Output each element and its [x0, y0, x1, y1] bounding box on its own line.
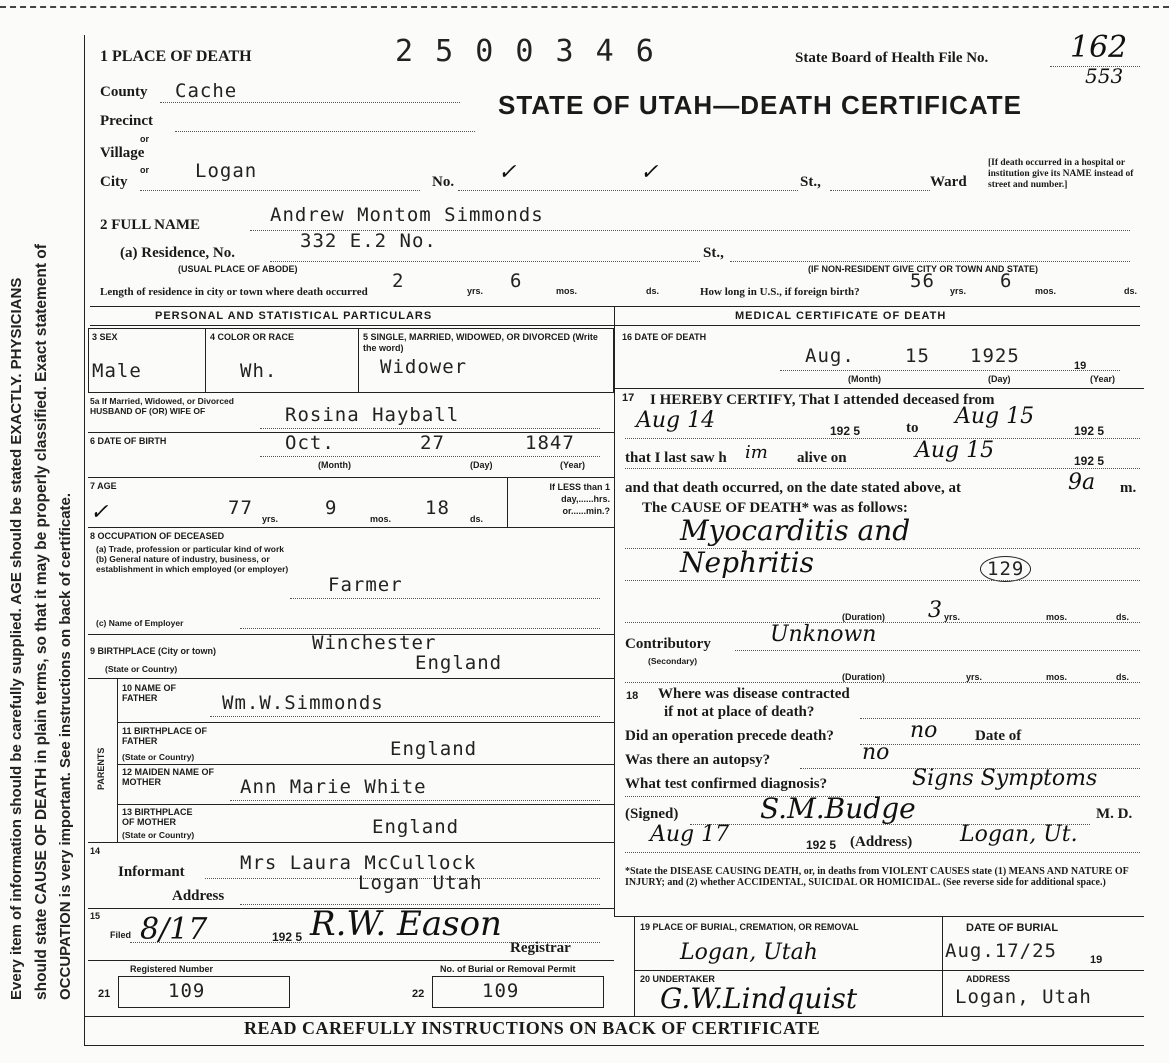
signed-address-label: (Address): [850, 834, 913, 850]
duration-ds-unit-2: ds.: [1116, 672, 1130, 682]
street-no-check: ✓: [498, 160, 517, 185]
dob-line: [260, 456, 600, 457]
section-top-line: [90, 306, 1140, 307]
mother-row-top: [117, 764, 614, 765]
death-year-prefix: 19: [1074, 360, 1087, 372]
age-ds-unit: ds.: [470, 514, 484, 524]
death-year: 1925: [970, 345, 1020, 367]
less-than-day-label: If LESS than 1 day,......hrs. or......min.?: [549, 482, 610, 516]
county-value: Cache: [175, 80, 238, 102]
last-saw-year: 192 5: [1074, 454, 1105, 468]
q18-line-b: if not at place of death?: [664, 704, 815, 720]
registrar-label: Registrar: [510, 940, 571, 956]
filed-date: 8/17: [140, 912, 208, 947]
attended-line: [625, 438, 1140, 439]
date-of-death-label: 16 DATE OF DEATH: [622, 332, 707, 342]
operation-line: [860, 744, 1140, 745]
file-number-label: State Board of Health File No.: [795, 50, 989, 66]
residence-st-line: [730, 261, 1130, 262]
burial-permit-index: 22: [412, 988, 425, 1000]
age-row-top: [88, 477, 614, 478]
usual-place-caption: (USUAL PLACE OF ABODE): [178, 264, 298, 274]
burial-place-value: Logan, Utah: [680, 940, 818, 965]
column-divider: [614, 306, 615, 916]
dob-day: 27: [420, 432, 445, 454]
test-label: What test confirmed diagnosis?: [625, 776, 828, 792]
cause-footnote: *State the DISEASE CAUSING DEATH, or, in deaths from VIOLENT CAUSES state (1) MEANS AND NATURE OF INJURY; and (2) whether ACCIDENTAL, SUICIDAL OR HOMICIDAL. (See reverse side for additional space.): [625, 866, 1129, 888]
cause-line-2: Nephritis: [680, 546, 814, 579]
full-name-label: 2 FULL NAME: [100, 217, 201, 233]
attended-from: Aug 14: [636, 408, 716, 433]
attended-from-year: 192 5: [830, 424, 861, 438]
informant-address-label: Address: [172, 888, 225, 904]
st-label: St.,: [800, 174, 821, 190]
duration-yrs-unit-2: yrs.: [966, 672, 983, 682]
occupation-value: Farmer: [328, 574, 403, 596]
certify-text: I HEREBY CERTIFY, That I attended deceased from: [650, 392, 995, 408]
dob-year: 1847: [525, 432, 575, 454]
alive-on-label: alive on: [797, 450, 847, 466]
physician-signature: S.M.Budge: [760, 792, 916, 825]
signed-address-value: Logan, Ut.: [960, 822, 1078, 847]
residence-st-label: St.,: [703, 245, 724, 261]
age-less-divider: [507, 477, 508, 527]
length-residence-label: Length of residence in city or town where death occurred: [100, 286, 368, 298]
registrar-signature: R.W. Eason: [310, 904, 502, 944]
father-birthplace-label: 11 BIRTHPLACE OF FATHER: [122, 726, 208, 746]
village-label: Village: [100, 145, 145, 161]
last-saw-text: that I last saw h: [625, 450, 727, 466]
mother-birthplace-label: 13 BIRTHPLACE OF MOTHER: [122, 807, 193, 827]
street-no-label: No.: [432, 174, 455, 190]
father-line: [210, 716, 600, 717]
husband-wife-label: 5a If Married, Widowed, or Divorced HUSBAND OF (OR) WIFE OF: [90, 396, 234, 416]
duration-mos-unit-1: mos.: [1046, 612, 1068, 622]
dob-year-caption: (Year): [560, 460, 586, 470]
side-note-3: OCCUPATION is very important. See instructions on back of certificate.: [57, 492, 74, 1000]
registered-number-index: 21: [98, 988, 111, 1000]
burial-place-label: 19 PLACE OF BURIAL, CREMATION, OR REMOVAL: [640, 922, 859, 932]
employer-line: [240, 628, 600, 629]
burial-year-prefix: 19: [1090, 954, 1103, 966]
undertaker-address-label: ADDRESS: [966, 974, 1011, 984]
occupation-line: [290, 598, 600, 599]
side-note-2: should state CAUSE OF DEATH in plain terms, so that it may be properly classified. Exact statement of: [33, 244, 50, 1000]
informant-row-top: [88, 842, 614, 843]
mother-bp-state-caption: (State or Country): [122, 830, 195, 840]
signed-year: 192 5: [806, 838, 837, 852]
last-saw-pronoun: im: [745, 442, 768, 463]
q18-number: 18: [626, 690, 639, 702]
dob-day-caption: (Day): [470, 460, 493, 470]
death-day-caption: (Day): [988, 374, 1011, 384]
duration-ds-unit-1: ds.: [1116, 612, 1130, 622]
or-label-1: or: [140, 134, 149, 144]
burial-row-top: [614, 916, 1144, 917]
mother-label: 12 MAIDEN NAME OF MOTHER: [122, 767, 215, 787]
city-line: [140, 190, 420, 191]
age-mos-unit: mos.: [370, 514, 392, 524]
length-mos-unit: mos.: [556, 286, 578, 296]
burial-permit-value: 109: [482, 980, 520, 1002]
duration-years: 3: [928, 598, 942, 623]
us-residence-label: How long in U.S., if foreign birth?: [700, 286, 860, 298]
residence-line: [270, 261, 700, 262]
secondary-caption: (Secondary): [648, 656, 698, 666]
side-note-1: Every item of information should be carefully supplied. AGE should be stated EXACTLY. PHYSICIANS: [8, 277, 25, 1000]
age-check: ✓: [90, 500, 109, 525]
form-left-border: [84, 35, 85, 1045]
cause-of-death-text: The CAUSE OF DEATH* was as follows:: [642, 500, 908, 516]
duration-line-1: [625, 622, 1140, 623]
age-label: 7 AGE: [90, 481, 117, 491]
registered-number-value: 109: [168, 980, 206, 1002]
registered-row-top: [88, 960, 614, 961]
death-date-line: [780, 370, 1120, 371]
precinct-line: [175, 131, 475, 132]
informant-value: Mrs Laura McCullock: [240, 852, 477, 874]
time-suffix: m.: [1120, 480, 1137, 496]
dob-label: 6 DATE OF BIRTH: [90, 436, 167, 446]
us-ds-unit: ds.: [1124, 286, 1138, 296]
parents-divider: [117, 678, 118, 842]
undertaker-label: 20 UNDERTAKER: [640, 974, 715, 984]
duration-label-2: (Duration): [842, 672, 885, 682]
section-title-underline: [90, 325, 1140, 326]
spouse-line: [260, 428, 600, 429]
death-month-caption: (Month): [848, 374, 881, 384]
county-label: County: [100, 84, 148, 100]
last-saw-line: [625, 468, 1140, 469]
attended-to: Aug 15: [955, 404, 1035, 429]
us-mos-unit: mos.: [1035, 286, 1057, 296]
or-label-2: or: [140, 165, 149, 175]
filed-number: 15: [90, 911, 101, 921]
dob-month: Oct.: [285, 432, 335, 454]
death-month: Aug.: [805, 345, 855, 367]
sex-label: 3 SEX: [92, 332, 118, 342]
medical-section-title: MEDICAL CERTIFICATE OF DEATH: [735, 310, 947, 322]
autopsy-value: no: [862, 740, 890, 765]
ward-label: Ward: [930, 174, 967, 190]
place-of-death-label: 1 PLACE OF DEATH: [100, 48, 252, 65]
contributory-value: Unknown: [770, 622, 877, 647]
death-occurred-text: and that death occurred, on the date stated above, at: [625, 480, 961, 496]
burial-permit-label: No. of Burial or Removal Permit: [440, 964, 576, 974]
form-top-border: [0, 6, 1169, 8]
us-yrs-unit: yrs.: [950, 286, 967, 296]
burial-inner-left: [634, 916, 635, 1016]
street-line: [458, 190, 798, 191]
mother-value: Ann Marie White: [240, 776, 427, 798]
autopsy-label: Was there an autopsy?: [625, 752, 771, 768]
spouse-value: Rosina Hayball: [285, 404, 460, 426]
street-check: ✓: [640, 160, 659, 185]
to-label: to: [906, 420, 919, 436]
dob-month-caption: (Month): [318, 460, 351, 470]
signed-date: Aug 17: [650, 822, 730, 847]
length-years: 2: [392, 270, 405, 292]
certify-row-top: [614, 388, 1144, 389]
father-value: Wm.W.Simmonds: [222, 692, 384, 714]
informant-label: Informant: [118, 864, 185, 880]
footer-instructions: READ CAREFULLY INSTRUCTIONS ON BACK OF CERTIFICATE: [244, 1018, 821, 1038]
burial-date-value: Aug.17/25: [945, 940, 1057, 962]
employer-label: (c) Name of Employer: [96, 618, 184, 628]
informant-number: 14: [90, 846, 101, 856]
age-days: 18: [425, 497, 450, 519]
q18-line-a: Where was disease contracted: [658, 686, 850, 702]
city-label: City: [100, 174, 128, 190]
parents-row-top: [88, 678, 614, 679]
last-saw-date: Aug 15: [915, 438, 995, 463]
full-name-value: Andrew Montom Simmonds: [270, 204, 544, 226]
duration-line-2: [625, 682, 1140, 683]
occupation-detail: (a) Trade, profession or particular kind of work (b) General nature of industry, business, or establishment in which employed (or employer): [96, 544, 289, 574]
nonresident-caption: (IF NON-RESIDENT GIVE CITY OR TOWN AND STATE): [808, 264, 1039, 274]
contributory-label: Contributory: [625, 636, 711, 652]
q18-line: [860, 718, 1140, 719]
footer-top-line: [84, 1016, 1144, 1017]
father-label: 10 NAME OF FATHER: [122, 683, 177, 703]
us-years: 56: [910, 270, 935, 292]
personal-section-title: PERSONAL AND STATISTICAL PARTICULARS: [155, 310, 433, 322]
certify-number: 17: [622, 392, 635, 404]
operation-value: no: [910, 718, 938, 743]
duration-label-1: (Duration): [842, 612, 885, 622]
certificate-number: 2 5 0 0 3 4 6: [395, 34, 656, 69]
operation-date-label: Date of: [975, 728, 1022, 744]
sex-value: Male: [92, 360, 142, 382]
signed-label: (Signed): [625, 806, 679, 822]
filed-label: Filed: [110, 930, 132, 940]
file-number-sub: 553: [1085, 64, 1124, 88]
us-months: 6: [1000, 270, 1013, 292]
length-months: 6: [510, 270, 523, 292]
undertaker-row-top: [634, 970, 1144, 971]
mother-birthplace-value: England: [372, 816, 460, 838]
ward-note: [If death occurred in a hospital or institution give its NAME instead of street and number.]: [988, 158, 1134, 190]
certificate-title: STATE OF UTAH—DEATH CERTIFICATE: [498, 90, 1022, 120]
father-bp-state-caption: (State or Country): [122, 752, 195, 762]
duration-mos-unit-2: mos.: [1046, 672, 1068, 682]
age-years: 77: [228, 497, 253, 519]
age-yrs-unit: yrs.: [262, 514, 279, 524]
filed-year: 192 5: [272, 930, 303, 944]
city-value: Logan: [195, 160, 258, 182]
occupation-row-top: [88, 527, 614, 528]
registered-number-label: Registered Number: [130, 964, 214, 974]
county-line: [160, 102, 460, 103]
undertaker-address-ty: Logan, Utah: [955, 986, 1092, 1008]
parents-label: PARENTS: [96, 747, 106, 790]
father-birthplace-value: England: [390, 738, 478, 760]
precinct-label: Precinct: [100, 113, 154, 129]
death-time: 9a: [1068, 470, 1096, 495]
occupation-label: 8 OCCUPATION OF DECEASED: [90, 531, 225, 541]
burial-date-divider: [942, 916, 943, 1016]
mother-line: [230, 800, 600, 801]
birthplace-label: 9 BIRTHPLACE (City or town): [90, 646, 216, 656]
form-bottom-border: [84, 1045, 1144, 1046]
burial-date-label: DATE OF BURIAL: [966, 922, 1059, 934]
attended-to-year: 192 5: [1074, 424, 1105, 438]
length-yrs-unit: yrs.: [467, 286, 484, 296]
residence-label: (a) Residence, No.: [120, 245, 235, 261]
md-label: M. D.: [1096, 806, 1133, 822]
marital-value: Widower: [380, 356, 468, 378]
mother-bp-top: [117, 804, 614, 805]
file-number: 162: [1070, 30, 1128, 65]
ward-line: [830, 190, 930, 191]
color-label: 4 COLOR OR RACE: [210, 332, 295, 342]
residence-value: 332 E.2 No.: [300, 230, 437, 252]
death-day: 15: [905, 345, 930, 367]
birthplace-state-caption: (State or Country): [105, 664, 178, 674]
age-months: 9: [325, 497, 338, 519]
marital-label: 5 SINGLE, MARRIED, WIDOWED, OR DIVORCED (Write the word): [363, 332, 598, 353]
test-value: Signs Symptoms: [912, 766, 1098, 791]
operation-label: Did an operation precede death?: [625, 728, 834, 744]
contributory-line: [735, 650, 1140, 651]
birthplace-city: Winchester: [312, 632, 437, 654]
father-bp-top: [117, 722, 614, 723]
birthplace-country: England: [415, 652, 503, 674]
color-value: Wh.: [240, 360, 278, 382]
undertaker-value: G.W.Lindquist: [660, 982, 858, 1015]
death-year-caption: (Year): [1090, 374, 1116, 384]
informant-address-value: Logan Utah: [358, 872, 483, 894]
duration-yrs-unit-1: yrs.: [944, 612, 961, 622]
signed-address-line: [625, 852, 1140, 853]
cause-code: 129: [980, 556, 1031, 582]
cause-line-1: Myocarditis and: [680, 514, 911, 547]
length-ds-unit: ds.: [646, 286, 660, 296]
cause-line-2-underline: [625, 580, 1140, 581]
